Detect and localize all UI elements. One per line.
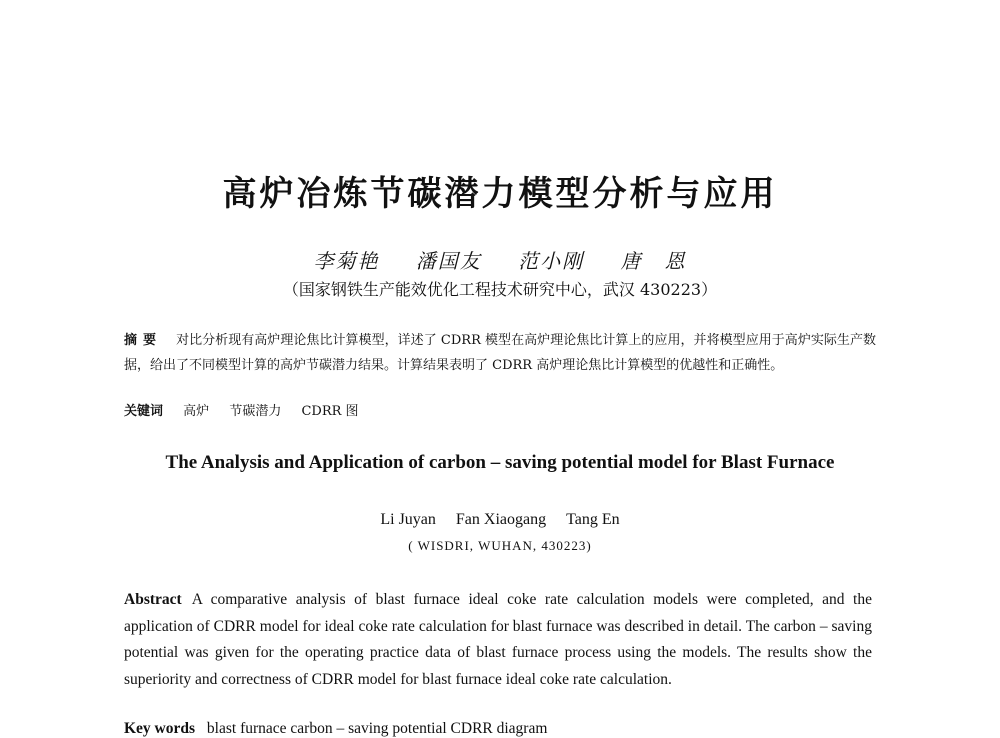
english-author: Tang En: [566, 511, 620, 528]
chinese-keyword: 高炉: [183, 404, 210, 419]
chinese-title: 高炉冶炼节碳潜力模型分析与应用: [222, 174, 778, 214]
english-keywords: [124, 720, 872, 738]
chinese-keyword: 节碳潜力: [229, 404, 282, 419]
chinese-author: 潘国友: [415, 249, 482, 273]
chinese-abstract: [124, 328, 876, 378]
english-author: Li Juyan: [380, 511, 436, 528]
chinese-affiliation: （国家钢铁生产能效优化工程技术研究中心，武汉 430223）: [282, 280, 718, 299]
chinese-author: 李菊艳: [313, 249, 380, 273]
chinese-keywords-label: 关键词: [124, 404, 164, 419]
chinese-abstract-text: 对比分析现有高炉理论焦比计算模型，详述了 CDRR 模型在高炉理论焦比计算上的应用，并将模型应用于高炉实际生产数据，给出了不同模型计算的高炉节碳潜力结果。计算结果表明了 CDRR 高炉理论焦比计算模型的优越性和正确性。: [124, 333, 876, 373]
english-abstract-label: Abstract: [124, 591, 182, 608]
english-affiliation: ( WISDRI, WUHAN, 430223): [408, 538, 592, 553]
english-keywords-text: blast furnace carbon – saving potential CDRR diagram: [206, 720, 548, 737]
english-author: Fan Xiaogang: [455, 511, 547, 528]
chinese-keywords: [124, 400, 876, 419]
chinese-authors: [0, 245, 1000, 274]
chinese-abstract-label: 摘要: [124, 333, 163, 348]
chinese-author: 范小刚: [518, 249, 585, 273]
english-abstract: [124, 587, 872, 693]
chinese-author: 唐 恩: [620, 249, 687, 273]
chinese-keyword: CDRR 图: [301, 404, 359, 419]
english-abstract-text: A comparative analysis of blast furnace ideal coke rate calculation models were completed, and the application of CDRR model for ideal coke rate calculation for blast furnace was described in detail. The carbon – saving potential was given for the operating practice data of blast furnace process using the models. The results show the superiority and correctness of CDRR model for blast furnace ideal coke rate calculation.: [124, 591, 872, 688]
english-title: The Analysis and Application of carbon – saving potential model for Blast Furnace: [165, 452, 835, 473]
english-keywords-label: Key words: [124, 720, 196, 737]
english-authors: [0, 511, 1000, 529]
